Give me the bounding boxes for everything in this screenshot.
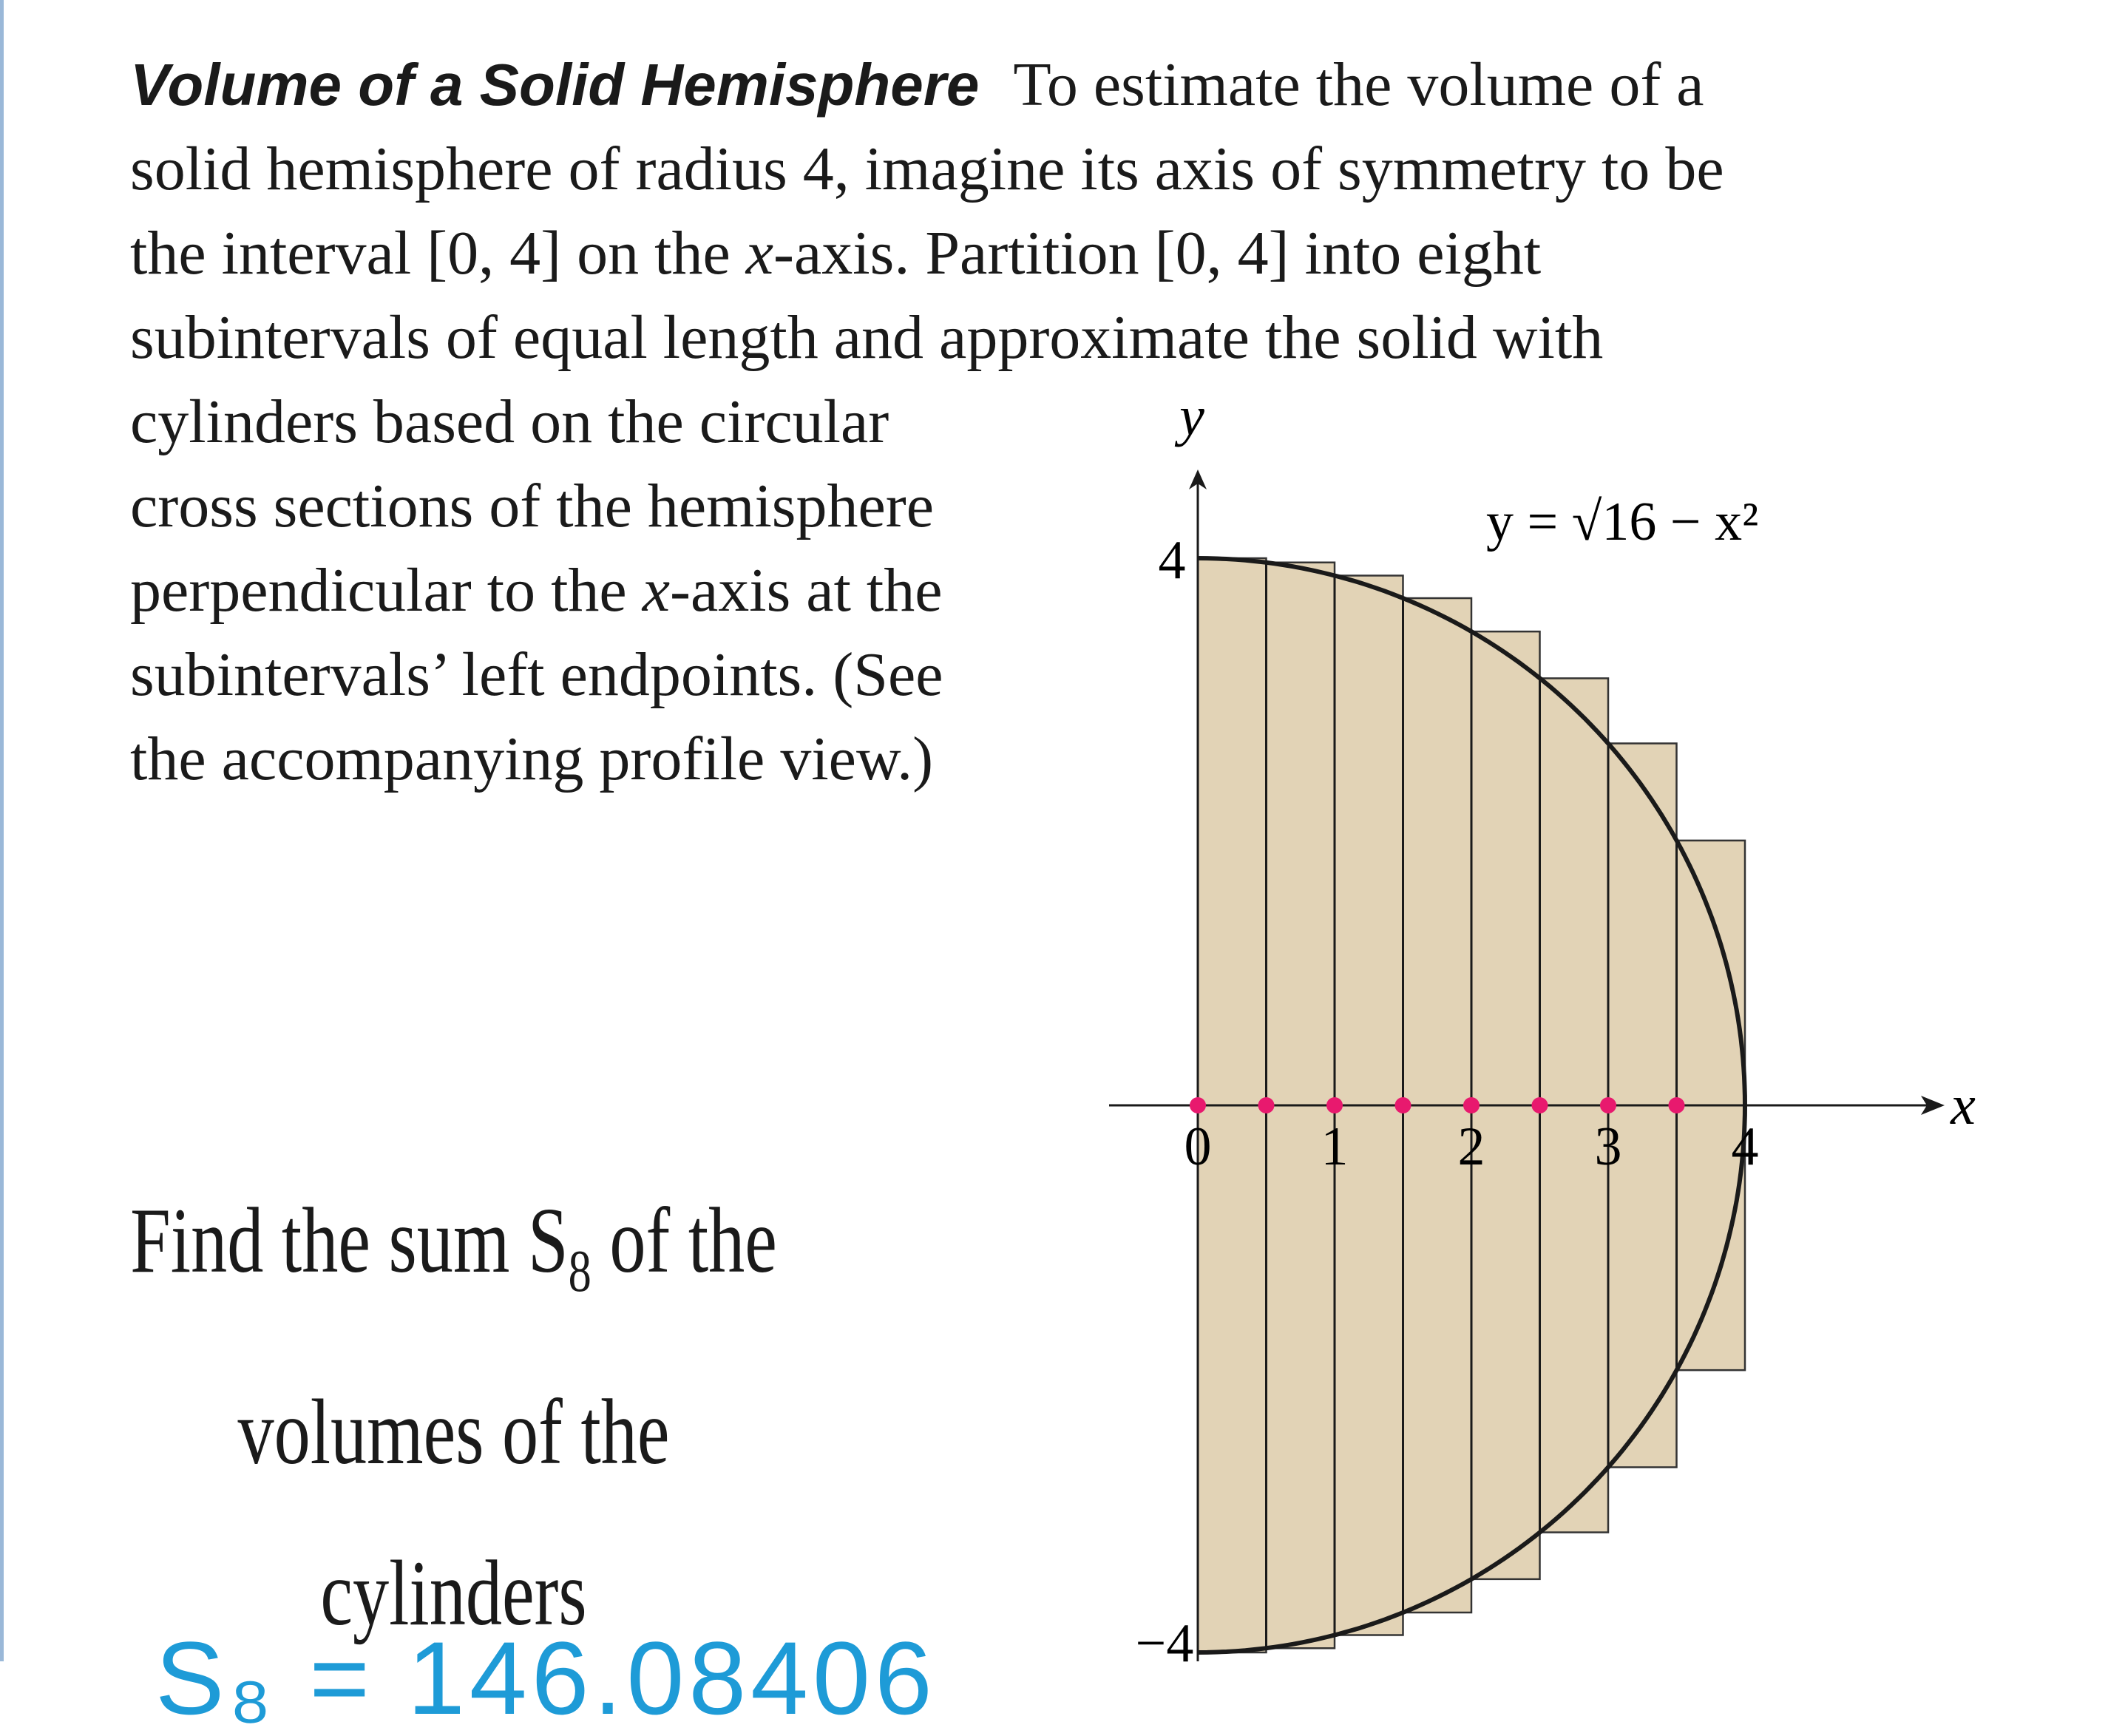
left-endpoint-point <box>1258 1097 1275 1113</box>
x-tick-label: 3 <box>1594 1116 1622 1177</box>
problem-line-text: -axis at the <box>670 556 943 625</box>
left-endpoint-point <box>1600 1097 1616 1113</box>
variable-x: x <box>745 219 774 288</box>
left-endpoint-point <box>1326 1097 1343 1113</box>
variable-x: x <box>642 556 671 625</box>
left-endpoint-point <box>1669 1097 1685 1113</box>
left-endpoint-point <box>1190 1097 1206 1113</box>
problem-line-9: the accompanying profile view.) <box>130 725 934 793</box>
function-label: y = √16 − x² <box>1486 492 1759 552</box>
question-subscript: 8 <box>568 1239 592 1304</box>
problem-heading: Volume of a Solid Hemisphere <box>130 52 980 118</box>
problem-line-2: solid hemisphere of radius 4, imagine its axis of symmetry to be <box>130 135 1724 203</box>
problem-line-text: To estimate the volume of a <box>1013 50 1704 119</box>
problem-line-1 <box>130 43 1724 127</box>
x-axis-label: x <box>1951 1074 1976 1136</box>
answer-partial <box>155 1612 1043 1736</box>
problem-line-5: cylinders based on the circular <box>130 387 889 456</box>
x-tick-label: 4 <box>1731 1116 1759 1177</box>
y-axis-label: y <box>1179 385 1204 447</box>
y-tick-neg4: −4 <box>1135 1613 1194 1674</box>
answer-text: S₈ = 146.08406 <box>155 1620 937 1736</box>
x-tick-label: 2 <box>1457 1116 1485 1177</box>
x-tick-label: 0 <box>1184 1116 1212 1177</box>
hemisphere-profile-figure <box>1057 384 1989 1674</box>
left-edge-border <box>0 0 4 1661</box>
left-endpoint-point <box>1532 1097 1548 1113</box>
problem-line-3 <box>130 211 1724 296</box>
question-part: of the volumes of the <box>237 1190 777 1484</box>
question-part: Find the sum S <box>130 1190 569 1292</box>
problem-line-6: cross sections of the hemisphere <box>130 472 935 540</box>
left-endpoint-point <box>1395 1097 1411 1113</box>
y-tick-4: 4 <box>1158 530 1186 591</box>
problem-line-text: the interval [0, 4] on the <box>130 219 746 288</box>
problem-line-4: subintervals of equal length and approximate the solid with <box>130 303 1604 372</box>
problem-line-text: -axis. Partition [0, 4] into eight <box>773 219 1542 288</box>
question-text <box>93 1161 814 1675</box>
problem-line-8: subintervals’ left endpoints. (See <box>130 640 943 709</box>
x-tick-label: 1 <box>1321 1116 1349 1177</box>
problem-line-text: perpendicular to the <box>130 556 643 625</box>
question-part: cylinders <box>320 1542 587 1645</box>
left-endpoint-point <box>1463 1097 1480 1113</box>
